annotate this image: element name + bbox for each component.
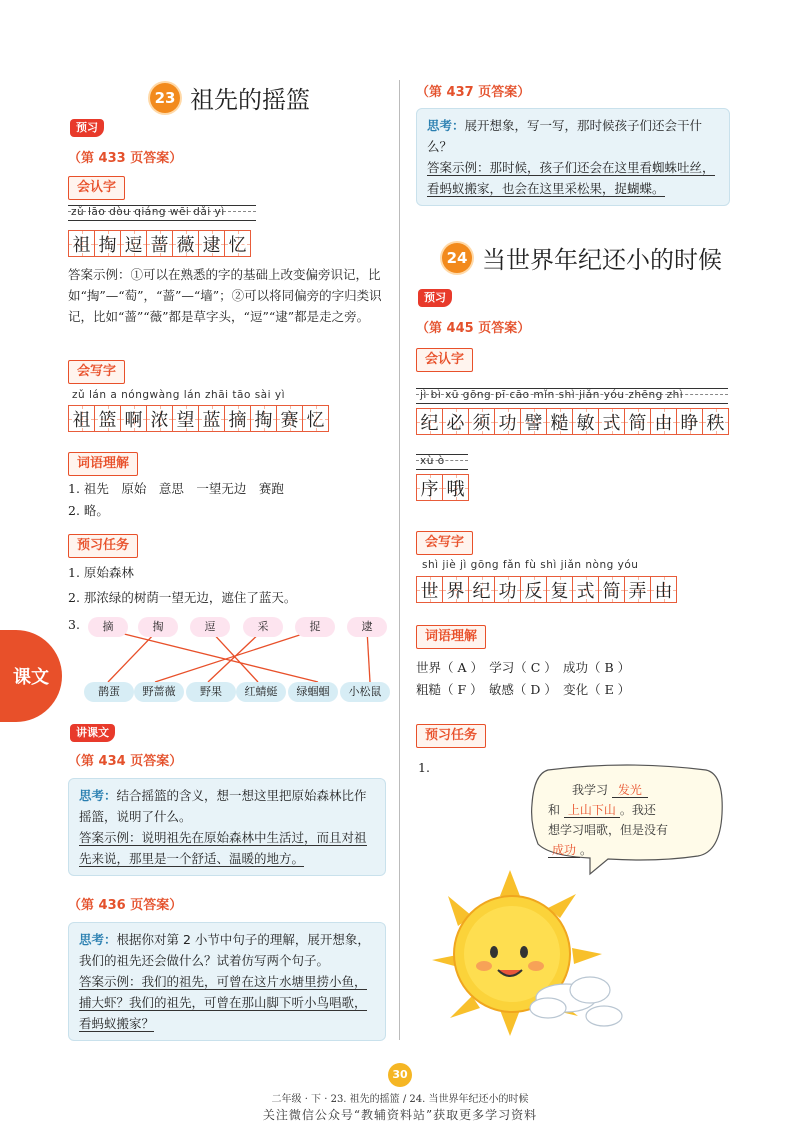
char-cell bbox=[224, 230, 251, 257]
char-cell bbox=[702, 408, 729, 435]
sun-illustration bbox=[428, 868, 638, 1038]
bubble-text: 想学习唱歌，但是没有 bbox=[548, 823, 669, 837]
recognize-chars-grid bbox=[68, 230, 250, 257]
footer-lesson-line: 二年级 · 下 · 23. 祖先的摇篮 / 24. 当世界年纪还小的时候 bbox=[271, 1094, 529, 1105]
lesson-number-badge: 24 bbox=[442, 243, 472, 273]
match-item: 野蔷薇 bbox=[134, 682, 184, 702]
char-glyph: 啊 bbox=[124, 409, 143, 431]
recognize-chars-grid bbox=[416, 408, 728, 435]
write-chars-label: 会写字 bbox=[416, 531, 473, 555]
char-cell bbox=[650, 576, 677, 603]
char-glyph: 忆 bbox=[228, 234, 247, 256]
char-glyph: 糙 bbox=[550, 412, 569, 434]
char-cell bbox=[546, 408, 573, 435]
char-cell bbox=[416, 474, 443, 501]
answer-page-433: （第 433 页答案） bbox=[68, 151, 183, 166]
match-item: 鹊蛋 bbox=[84, 682, 134, 702]
char-glyph: 复 bbox=[550, 580, 569, 602]
char-cell bbox=[546, 576, 573, 603]
footer-promo-line: 关注微信公众号“教辅资料站”获取更多学习资料 bbox=[262, 1108, 538, 1122]
task-label: 预习任务 bbox=[416, 724, 486, 748]
char-cell bbox=[172, 230, 199, 257]
char-cell bbox=[120, 405, 147, 432]
char-cell bbox=[68, 405, 95, 432]
lesson-23-title bbox=[150, 80, 310, 115]
char-glyph: 功 bbox=[498, 580, 517, 602]
lecture-badge: 讲课文 bbox=[70, 724, 115, 742]
preview-badge: 预习 bbox=[70, 119, 104, 137]
column-divider bbox=[399, 80, 400, 1040]
char-glyph: 蔷 bbox=[150, 234, 169, 256]
side-tab-lesson: 课文 bbox=[0, 630, 62, 722]
char-cell bbox=[442, 576, 469, 603]
match-item: 逮 bbox=[347, 617, 387, 637]
char-glyph: 忆 bbox=[306, 409, 325, 431]
task-line-1: 1. 原始森林 bbox=[68, 565, 134, 580]
task-line-2: 2. 那浓绿的树荫一望无边，遮住了蓝天。 bbox=[68, 590, 297, 605]
char-glyph: 睁 bbox=[680, 412, 699, 434]
char-cell bbox=[572, 408, 599, 435]
think-key: 思考： bbox=[427, 118, 465, 133]
think-question: 结合摇篮的含义，想一想这里把原始森林比作摇篮，说明了什么。 bbox=[79, 788, 367, 824]
char-glyph: 祖 bbox=[72, 409, 91, 431]
char-cell bbox=[468, 408, 495, 435]
lesson-number-badge: 23 bbox=[150, 83, 180, 113]
char-cell bbox=[198, 405, 225, 432]
bubble-text: 。我还 bbox=[619, 803, 656, 817]
recognize-pinyin: zǔ lāo dòu qiáng wēi dǎi yì bbox=[71, 206, 225, 218]
lesson-title-text: 祖先的摇篮 bbox=[190, 86, 310, 114]
bubble-answer: 上山下山 bbox=[564, 803, 620, 818]
bubble-text: 我学习 bbox=[572, 783, 609, 797]
char-glyph: 界 bbox=[446, 580, 465, 602]
char-glyph: 由 bbox=[654, 412, 673, 434]
think-answer: 答案示例：我们的祖先，可曾在这片水塘里捞小鱼，捕大虾？我们的祖先，可曾在那山脚下听小鸟唱歌，看蚂蚁搬家？ bbox=[79, 974, 367, 1031]
char-cell bbox=[572, 576, 599, 603]
char-cell bbox=[416, 576, 443, 603]
vocab-line-2: 2. 略。 bbox=[68, 503, 109, 518]
think-box-1 bbox=[68, 778, 386, 876]
task-line-3: 3. bbox=[68, 617, 80, 632]
char-glyph: 世 bbox=[420, 580, 439, 602]
think-box-3 bbox=[416, 108, 730, 206]
match-item: 小松鼠 bbox=[340, 682, 390, 702]
task-line-1: 1. bbox=[418, 760, 430, 775]
char-glyph: 譬 bbox=[524, 412, 543, 434]
char-glyph: 赛 bbox=[280, 409, 299, 431]
page-number: 30 bbox=[388, 1063, 412, 1087]
char-glyph: 弄 bbox=[628, 580, 647, 602]
write-pinyin: shì jiè jì gōng fǎn fù shì jiǎn nòng yóu bbox=[422, 559, 639, 571]
match-item: 掏 bbox=[138, 617, 178, 637]
char-glyph: 薇 bbox=[176, 234, 195, 256]
vocab-label: 词语理解 bbox=[416, 625, 486, 649]
char-glyph: 逗 bbox=[124, 234, 143, 256]
recognize-chars-label: 会认字 bbox=[68, 176, 125, 200]
char-cell bbox=[416, 408, 443, 435]
lesson-title-text: 当世界年纪还小的时候 bbox=[482, 246, 722, 274]
char-cell bbox=[676, 408, 703, 435]
speech-bubble-text bbox=[548, 780, 718, 860]
match-item: 捉 bbox=[295, 617, 335, 637]
char-cell bbox=[302, 405, 329, 432]
recognize-pinyin-2: xù ò bbox=[420, 455, 445, 467]
char-glyph: 敏 bbox=[576, 412, 595, 434]
char-glyph: 掏 bbox=[98, 234, 117, 256]
char-cell bbox=[68, 230, 95, 257]
char-glyph: 功 bbox=[498, 412, 517, 434]
char-cell bbox=[224, 405, 251, 432]
vocab-row-1: 世界（ A ） 学习（ C ） 成功（ B ） bbox=[416, 660, 631, 675]
char-cell bbox=[172, 405, 199, 432]
lesson-24-title bbox=[442, 240, 722, 275]
char-cell bbox=[494, 576, 521, 603]
char-cell bbox=[146, 405, 173, 432]
answer-page-434: （第 434 页答案） bbox=[68, 754, 183, 769]
bubble-answer: 成功 bbox=[548, 843, 580, 858]
recognize-pinyin: jì bì xū gōng pī cāo mǐn shì jiǎn yóu zhēng zhì bbox=[420, 389, 684, 401]
answer-page-445: （第 445 页答案） bbox=[416, 321, 531, 336]
char-glyph: 式 bbox=[576, 580, 595, 602]
think-answer: 答案示例：说明祖先在原始森林中生活过，而且对祖先来说，那里是一个舒适、温暖的地方。 bbox=[79, 830, 367, 866]
match-item: 红蜻蜓 bbox=[236, 682, 286, 702]
think-box-2 bbox=[68, 922, 386, 1041]
write-pinyin: zǔ lán a nóngwàng lán zhāi tāo sài yì bbox=[72, 389, 286, 401]
char-glyph: 简 bbox=[602, 580, 621, 602]
vocab-row-2: 粗糙（ F ） 敏感（ D ） 变化（ E ） bbox=[416, 682, 631, 697]
task-label: 预习任务 bbox=[68, 534, 138, 558]
char-cell bbox=[624, 576, 651, 603]
char-cell bbox=[94, 230, 121, 257]
bubble-text: 和 bbox=[548, 803, 561, 817]
vocab-line-1: 1. 祖先 原始 意思 一望无边 赛跑 bbox=[68, 481, 284, 496]
think-key: 思考： bbox=[79, 932, 117, 947]
char-cell bbox=[250, 405, 277, 432]
char-glyph: 祖 bbox=[72, 234, 91, 256]
char-glyph: 望 bbox=[176, 409, 195, 431]
char-cell bbox=[276, 405, 303, 432]
char-glyph: 须 bbox=[472, 412, 491, 434]
write-chars-label: 会写字 bbox=[68, 360, 125, 384]
preview-badge: 预习 bbox=[418, 289, 452, 307]
char-cell bbox=[650, 408, 677, 435]
char-cell bbox=[198, 230, 225, 257]
char-cell bbox=[598, 408, 625, 435]
think-question: 根据你对第 2 小节中句子的理解，展开想象，我们的祖先还会做什么？试着仿写两个句子。 bbox=[79, 932, 370, 968]
bubble-answer: 发光 bbox=[612, 783, 648, 798]
match-item: 野果 bbox=[186, 682, 236, 702]
char-glyph: 篮 bbox=[98, 409, 117, 431]
recognize-chars-label: 会认字 bbox=[416, 348, 473, 372]
char-glyph: 由 bbox=[654, 580, 673, 602]
char-cell bbox=[120, 230, 147, 257]
char-cell bbox=[146, 230, 173, 257]
char-cell bbox=[442, 408, 469, 435]
char-glyph: 序 bbox=[420, 478, 439, 500]
char-glyph: 哦 bbox=[446, 478, 465, 500]
char-glyph: 简 bbox=[628, 412, 647, 434]
char-cell bbox=[442, 474, 469, 501]
match-item: 绿蝈蝈 bbox=[288, 682, 338, 702]
char-glyph: 必 bbox=[446, 412, 465, 434]
char-cell bbox=[520, 408, 547, 435]
char-cell bbox=[468, 576, 495, 603]
answer-page-436: （第 436 页答案） bbox=[68, 898, 183, 913]
char-glyph: 纪 bbox=[420, 412, 439, 434]
char-glyph: 逮 bbox=[202, 234, 221, 256]
match-item: 逗 bbox=[190, 617, 230, 637]
char-cell bbox=[598, 576, 625, 603]
char-glyph: 秩 bbox=[706, 412, 725, 434]
char-cell bbox=[494, 408, 521, 435]
write-chars-grid bbox=[68, 405, 328, 432]
char-glyph: 摘 bbox=[228, 409, 247, 431]
recognize-chars-grid-2 bbox=[416, 474, 468, 501]
write-chars-grid bbox=[416, 576, 676, 603]
answer-page-437: （第 437 页答案） bbox=[416, 85, 531, 100]
char-glyph: 蓝 bbox=[202, 409, 221, 431]
char-glyph: 纪 bbox=[472, 580, 491, 602]
char-cell bbox=[624, 408, 651, 435]
bubble-text: 。 bbox=[580, 843, 593, 857]
match-item: 采 bbox=[243, 617, 283, 637]
vocab-label: 词语理解 bbox=[68, 452, 138, 476]
think-key: 思考： bbox=[79, 788, 117, 803]
recognize-note: 答案示例：①可以在熟悉的字的基础上改变偏旁识记，比如“掏”—“萄”，“蔷”—“墙”；②可以将同偏旁的字归类识记，比如“蔷”“薇”都是草字头，“逗”“逮”都是走之旁。 bbox=[68, 267, 382, 324]
char-glyph: 反 bbox=[524, 580, 543, 602]
char-cell bbox=[520, 576, 547, 603]
char-cell bbox=[94, 405, 121, 432]
char-glyph: 浓 bbox=[150, 409, 169, 431]
match-item: 摘 bbox=[88, 617, 128, 637]
char-glyph: 式 bbox=[602, 412, 621, 434]
char-glyph: 掏 bbox=[254, 409, 273, 431]
think-answer: 答案示例：那时候，孩子们还会在这里看蜘蛛吐丝，看蚂蚁搬家，也会在这里采松果，捉蝴蝶。 bbox=[427, 160, 715, 196]
think-question: 展开想象，写一写，那时候孩子们还会干什么？ bbox=[427, 118, 703, 154]
